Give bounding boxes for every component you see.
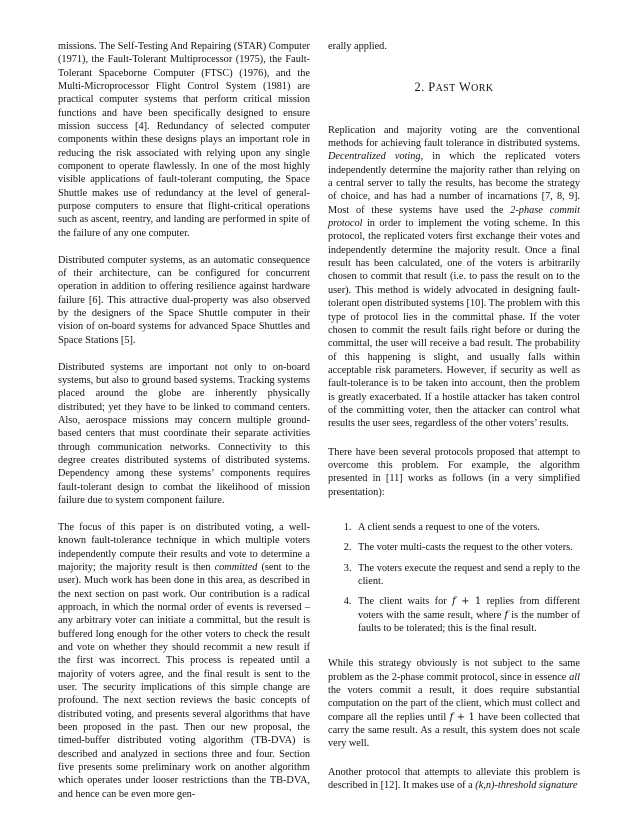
emphasis-decentralized-voting: Decentralized voting [328, 151, 421, 163]
text-segment: the voters commit a result, it does require substantial computation on the part of the client, which must collect and compare all the replies until [328, 685, 580, 723]
emphasis-all: all [569, 671, 580, 683]
paragraph-distributed-systems: Distributed computer systems, as an automatic consequence of their architecture, can be configured for concurrent operation in addition to offering resilience against hardware failure [6]. This attractive dual-property was also observed by the designers of the Space Shuttle computer in their vision of on-board systems for advanced Space Shuttles and Space Stations [5]. [58, 254, 310, 346]
list-item: 1. A client sends a request to one of the voters. [354, 521, 580, 534]
text-segment: in order to implement the voting scheme. In this protocol, the replicated voters first exchange their votes and independently determine the majority result. Once a final result has been calculated, one of the voters is arbitrarily chosen to commit that result (i.e. to pass the result on to the user). This method is widely advocated in designing fault-tolerant open distributed systems [10]. The problem with this type of protocol lies in the committal phase. If the voter chosen to commit the result fails right before or during the committal, the user will receive a bad result. The probability of this happening is slight, and usually falls within acceptable risk parameters. However, if security as well as fault-tolerance is to be taken into account, then the problem is greatly exacerbated. If a hostile attacker has taken control of the committing voter, then the attacker can control what results the user sees, regardless of the other voters’ results. [328, 218, 580, 430]
text-segment: The focus of this paper is on distributed voting, a well-known fault-tolerance technique in which multiple voters independently compute their results and vote to determine a majority; the majority result is then [58, 521, 310, 573]
text-segment: is the number of faults to be tolerated; this is the final result. [358, 609, 581, 635]
math-one: 1 [474, 596, 482, 608]
paragraph-strategy-analysis [328, 657, 580, 750]
right-column [328, 40, 580, 792]
heading-letter: P [428, 80, 436, 95]
paragraph-threshold-signature [328, 766, 580, 793]
text-segment: Another protocol that attempts to alleviate this problem is described in [12]. It makes use of a [328, 766, 580, 792]
emphasis-threshold-signature: (k,n)-threshold signature [475, 780, 578, 792]
heading-letter: W [458, 80, 472, 95]
text-segment: The client waits for [358, 596, 453, 608]
list-item: 2. The voter multi-casts the request to the other voters. [354, 541, 580, 554]
emphasis-committed: committed [214, 561, 258, 573]
left-column [58, 40, 310, 801]
paragraph-replication-voting [328, 124, 580, 431]
section-heading-past-work [328, 81, 580, 95]
heading-smallcaps: ORK [471, 83, 494, 95]
heading-smallcaps: AST [435, 83, 456, 95]
paragraph-star-computers: missions. The Self-Testing And Repairing (STAR) Computer (1971), the Fault-Tolerant Multiprocessor (1975), the Fault-Tolerant Spaceborne Computer (FTSC) (1976), and the Multi-Microprocessor Flight Control System (1981) are practical computer systems that perform critical mission functions and have been specifically designed to ensure mission success [4]. Redundancy of selected computer components within these designs plays an important role in reducing the risk associated with relying upon any single component to operate flawlessly. In one of the most highly visible applications of fault-tolerant computing, the Space Shuttle makes use of redundancy at the level of general-purpose computers to ensure that flight-critical operations such as ascent, reentry, and landing are performed in spite of the failure of any one computer. [58, 41, 310, 239]
math-plus: + [461, 596, 470, 608]
heading-number: 2. [414, 80, 425, 95]
text-segment: have been collected that carry the same result. As a result, this system does not scale very well. [328, 711, 580, 750]
math-plus: + [456, 711, 466, 723]
list-item: 3. The voters execute the request and send a reply to the client. [354, 562, 580, 589]
text-segment: While this strategy obviously is not subject to the same problem as the 2-phase commit protocol, since in essence [328, 658, 580, 683]
paragraph-paper-focus [58, 521, 310, 801]
math-f: f [452, 596, 456, 608]
math-f: f [504, 609, 509, 621]
math-one: 1 [468, 711, 475, 723]
paragraph-ground-systems: Distributed systems are important not only to on-board systems, but also to ground based systems. Tracking systems placed around the globe are inherently physically distributed; yet they have to be linked to command centers. Also, aerospace missions may concern multiple ground-based centers that must coordinate their separate activities through communication networks. Connectivity to this degree creates distributed systems of distributed systems. Dependency among these systems’ components requires fault-tolerant design to combat the likelihood of mission failure due to system component failure. [58, 361, 310, 506]
text-segment: , in which the replicated voters independently determine the majority rather than relying on a central server to tally the results, has become the strategy of choice, and has had a number of incarnations [7, 8, 9]. Most of these systems have used the [328, 151, 581, 216]
text-segment: Replication and majority voting are the conventional methods for achieving fault tolerance in distributed systems. [328, 124, 580, 150]
algorithm-steps-list [328, 521, 580, 635]
text-segment: replies from different voters with the same result, where [358, 596, 580, 621]
list-item [354, 595, 580, 635]
paragraph-protocols-proposed: There have been several protocols proposed that attempt to overcome this problem. For example, the algorithm presented in [11] works as follows (in a very simplified presentation): [328, 446, 580, 498]
text-segment: (sent to the user). Much work has been done in this area, as described in the next section on past work. Our contribution is a radical approach, in which the normal order of events is reversed – any arbitrary voter can initiate a committal, but the result is buffered long enough for the other voters to check the result and vote on whether they should recommit a new result if the first was incorrect. This process is repeated until a majority of voters agree, and the final result is sent to the user. The security implications of this simple change are profound. The next section reviews the basic concepts of distributed voting, and presents several algorithms that have been proposed in the past. Then our new proposal, the timed-buffer distributed voting algorithm (TB-DVA) is described and analyzed in sections three and four. Section five presents some preliminary work on another algorithm which operates under looser restrictions than the TB-DVA, and hence can be even more gen- [58, 561, 311, 800]
math-f: f [449, 711, 454, 723]
emphasis-2-phase-commit: 2-phase commit protocol [328, 204, 580, 230]
paragraph-continuation: erally applied. [328, 41, 387, 52]
